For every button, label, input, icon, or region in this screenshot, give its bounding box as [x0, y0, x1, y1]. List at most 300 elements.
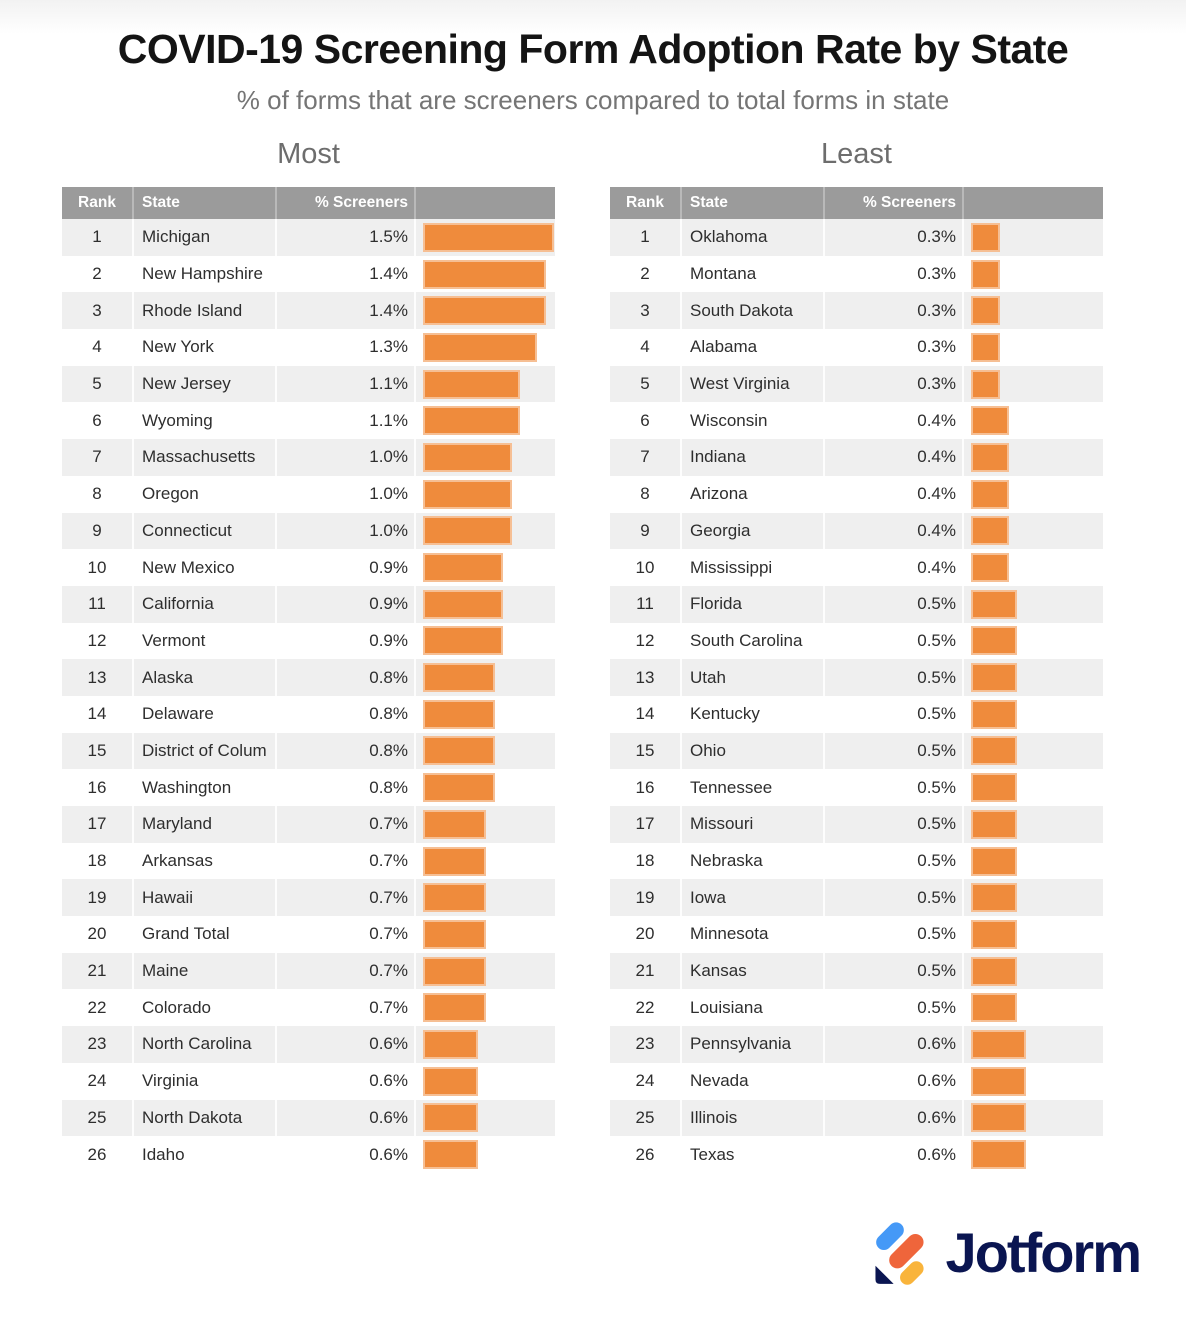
rank-value: 11 — [636, 594, 654, 614]
percent-bar — [423, 626, 503, 655]
percent-bar — [423, 443, 512, 472]
percent-value: 0.5% — [823, 843, 962, 880]
rank-value: 10 — [87, 557, 107, 577]
page-subtitle: % of forms that are screeners compared to total forms in state — [236, 85, 950, 115]
rank-value: 18 — [635, 851, 655, 871]
state-name: Washington — [132, 769, 275, 806]
percent-bar — [423, 957, 486, 986]
percent-value: 0.9% — [275, 549, 414, 586]
percent-bar — [423, 480, 512, 509]
percent-value: 0.5% — [823, 696, 962, 733]
state-name: Alaska — [132, 659, 275, 696]
percent-value: 0.3% — [823, 256, 962, 293]
state-name: Vermont — [132, 623, 275, 660]
percent-value: 1.1% — [275, 402, 414, 439]
table-row — [62, 916, 555, 953]
percent-value: 0.5% — [823, 586, 962, 623]
rank-value: 4 — [640, 337, 650, 357]
percent-bar — [971, 957, 1017, 986]
percent-bar — [971, 443, 1009, 472]
table-row — [62, 989, 555, 1026]
bar-cell — [962, 916, 1103, 953]
percent-bar — [423, 553, 503, 582]
percent-value: 0.7% — [275, 916, 414, 953]
state-name: Rhode Island — [132, 292, 275, 329]
bar-cell — [962, 219, 1103, 256]
table-row — [610, 292, 1103, 329]
column-header-rank: Rank — [626, 194, 664, 211]
bar-cell — [414, 476, 555, 513]
percent-value: 0.5% — [823, 989, 962, 1026]
percent-bar — [971, 516, 1009, 545]
rank-value: 18 — [87, 851, 107, 871]
bar-cell — [414, 879, 555, 916]
rank-value: 1 — [640, 227, 650, 247]
bar-cell — [414, 256, 555, 293]
column-header-bar — [962, 187, 1103, 219]
percent-value: 0.3% — [823, 329, 962, 366]
bar-cell — [962, 513, 1103, 550]
percent-bar — [971, 700, 1017, 729]
rank-value: 6 — [640, 410, 650, 430]
bar-cell — [962, 1063, 1103, 1100]
bar-cell — [414, 366, 555, 403]
table-row — [62, 806, 555, 843]
percent-value: 0.5% — [823, 623, 962, 660]
table-row — [62, 769, 555, 806]
rank-value: 25 — [635, 1107, 655, 1127]
table-row — [610, 549, 1103, 586]
table-row — [610, 879, 1103, 916]
percent-value: 0.4% — [823, 402, 962, 439]
table-row — [62, 953, 555, 990]
percent-bar — [971, 736, 1017, 765]
percent-value: 0.6% — [275, 1100, 414, 1137]
table-row — [610, 806, 1103, 843]
table-row — [62, 1136, 555, 1173]
rank-value: 14 — [87, 704, 107, 724]
column-header-state: State — [680, 187, 823, 219]
state-name: Michigan — [132, 219, 275, 256]
bar-cell — [414, 769, 555, 806]
bar-cell — [962, 696, 1103, 733]
percent-bar — [423, 1030, 478, 1059]
bar-cell — [962, 843, 1103, 880]
table-row — [610, 1136, 1103, 1173]
percent-value: 1.3% — [275, 329, 414, 366]
bar-cell — [962, 659, 1103, 696]
table-row — [610, 439, 1103, 476]
state-name: Oregon — [132, 476, 275, 513]
state-name: Idaho — [132, 1136, 275, 1173]
table-row — [62, 659, 555, 696]
percent-bar — [971, 480, 1009, 509]
table-row — [62, 329, 555, 366]
ranking-table-most — [62, 187, 555, 1173]
table-body — [62, 219, 555, 1173]
column-header-state: State — [132, 187, 275, 219]
table-row — [610, 916, 1103, 953]
rank-value: 22 — [635, 997, 655, 1017]
bar-cell — [962, 439, 1103, 476]
table-row — [62, 1026, 555, 1063]
table-row — [62, 1100, 555, 1137]
percent-value: 0.6% — [275, 1026, 414, 1063]
rank-value: 20 — [87, 924, 107, 944]
state-name: Tennessee — [680, 769, 823, 806]
percent-value: 0.9% — [275, 586, 414, 623]
bar-cell — [414, 989, 555, 1026]
rank-value: 3 — [640, 300, 650, 320]
percent-value: 0.7% — [275, 879, 414, 916]
table-row — [610, 476, 1103, 513]
table-row — [62, 623, 555, 660]
percent-bar — [971, 333, 1000, 362]
table-row — [610, 1100, 1103, 1137]
bar-cell — [962, 1100, 1103, 1137]
bar-cell — [962, 549, 1103, 586]
percent-value: 0.3% — [823, 366, 962, 403]
state-name: Texas — [680, 1136, 823, 1173]
percent-bar — [423, 847, 486, 876]
percent-value: 1.4% — [275, 256, 414, 293]
state-name: Arizona — [680, 476, 823, 513]
table-row — [62, 402, 555, 439]
table-row — [62, 219, 555, 256]
rank-value: 24 — [87, 1071, 107, 1091]
state-name: Virginia — [132, 1063, 275, 1100]
rank-value: 12 — [635, 630, 655, 650]
state-name: Arkansas — [132, 843, 275, 880]
rank-value: 21 — [87, 961, 107, 981]
state-name: Kentucky — [680, 696, 823, 733]
table-row — [610, 366, 1103, 403]
table-row — [62, 513, 555, 550]
percent-value: 1.1% — [275, 366, 414, 403]
state-name: Nevada — [680, 1063, 823, 1100]
bar-cell — [414, 513, 555, 550]
bar-cell — [962, 989, 1103, 1026]
state-name: Iowa — [680, 879, 823, 916]
rank-value: 5 — [92, 374, 102, 394]
percent-bar — [971, 847, 1017, 876]
rank-value: 19 — [87, 887, 107, 907]
percent-bar — [423, 883, 486, 912]
state-name: New Jersey — [132, 366, 275, 403]
rank-value: 23 — [635, 1034, 655, 1054]
table-row — [610, 623, 1103, 660]
table-row — [610, 256, 1103, 293]
rank-value: 17 — [635, 814, 655, 834]
state-name: Louisiana — [680, 989, 823, 1026]
bar-cell — [414, 402, 555, 439]
state-name: Kansas — [680, 953, 823, 990]
bar-cell — [414, 623, 555, 660]
state-name: Utah — [680, 659, 823, 696]
state-name: District of Colum — [132, 733, 275, 770]
state-name: Hawaii — [132, 879, 275, 916]
percent-value: 0.5% — [823, 806, 962, 843]
state-name: Pennsylvania — [680, 1026, 823, 1063]
percent-bar — [971, 810, 1017, 839]
percent-bar — [423, 223, 554, 252]
percent-bar — [423, 1103, 478, 1132]
table-row — [62, 549, 555, 586]
brand-footer — [0, 1213, 1186, 1293]
table-row — [610, 586, 1103, 623]
percent-bar — [971, 223, 1000, 252]
state-name: Grand Total — [132, 916, 275, 953]
percent-bar — [971, 1140, 1026, 1169]
bar-cell — [414, 292, 555, 329]
rank-value: 3 — [92, 300, 102, 320]
column-header-rank: Rank — [78, 194, 116, 211]
percent-bar — [423, 516, 512, 545]
bar-cell — [962, 329, 1103, 366]
percent-value: 0.5% — [823, 916, 962, 953]
page-title: COVID-19 Screening Form Adoption Rate by State — [117, 26, 1069, 72]
table-row — [610, 989, 1103, 1026]
percent-bar — [423, 260, 546, 289]
bar-cell — [962, 402, 1103, 439]
percent-value: 1.4% — [275, 292, 414, 329]
rank-value: 16 — [87, 777, 107, 797]
bar-cell — [414, 953, 555, 990]
percent-bar — [423, 773, 495, 802]
percent-bar — [423, 993, 486, 1022]
percent-bar — [971, 1030, 1026, 1059]
state-name: Massachusetts — [132, 439, 275, 476]
percent-bar — [423, 406, 520, 435]
percent-bar — [971, 663, 1017, 692]
percent-value: 0.5% — [823, 733, 962, 770]
jotform-logo-icon — [870, 1220, 930, 1286]
table-body — [610, 219, 1103, 1173]
table-row — [62, 256, 555, 293]
state-name: Illinois — [680, 1100, 823, 1137]
state-name: North Carolina — [132, 1026, 275, 1063]
table-row — [62, 696, 555, 733]
rank-value: 2 — [92, 264, 102, 284]
table-row — [62, 366, 555, 403]
percent-bar — [423, 663, 495, 692]
percent-value: 0.8% — [275, 769, 414, 806]
percent-value: 0.6% — [823, 1026, 962, 1063]
table-row — [62, 586, 555, 623]
bar-cell — [962, 806, 1103, 843]
rank-value: 15 — [635, 740, 655, 760]
least-heading: Least — [821, 138, 892, 170]
column-header-bar — [414, 187, 555, 219]
percent-value: 0.5% — [823, 769, 962, 806]
state-name: Alabama — [680, 329, 823, 366]
bar-cell — [414, 696, 555, 733]
rank-value: 26 — [87, 1144, 107, 1164]
table-row — [62, 879, 555, 916]
state-name: Oklahoma — [680, 219, 823, 256]
percent-value: 0.9% — [275, 623, 414, 660]
state-name: South Carolina — [680, 623, 823, 660]
percent-bar — [971, 553, 1009, 582]
percent-bar — [423, 590, 503, 619]
percent-bar — [971, 260, 1000, 289]
percent-value: 0.3% — [823, 292, 962, 329]
percent-bar — [423, 333, 537, 362]
bar-cell — [962, 366, 1103, 403]
rank-value: 11 — [88, 594, 106, 614]
state-name: West Virginia — [680, 366, 823, 403]
percent-bar — [971, 993, 1017, 1022]
table-row — [610, 696, 1103, 733]
percent-value: 0.5% — [823, 879, 962, 916]
rank-value: 4 — [92, 337, 102, 357]
least-panel — [610, 138, 1103, 1173]
rank-value: 23 — [87, 1034, 107, 1054]
table-row — [610, 1063, 1103, 1100]
percent-value: 0.4% — [823, 513, 962, 550]
percent-value: 0.7% — [275, 843, 414, 880]
bar-cell — [414, 659, 555, 696]
table-row — [610, 1026, 1103, 1063]
state-name: Florida — [680, 586, 823, 623]
jotform-logo-text: Jotform — [945, 1221, 1140, 1285]
rank-value: 7 — [92, 447, 102, 467]
table-row — [62, 439, 555, 476]
bar-cell — [414, 1063, 555, 1100]
percent-value: 0.6% — [275, 1136, 414, 1173]
percent-value: 0.8% — [275, 696, 414, 733]
percent-value: 0.3% — [823, 219, 962, 256]
rank-value: 15 — [87, 740, 107, 760]
bar-cell — [414, 1136, 555, 1173]
bar-cell — [962, 769, 1103, 806]
table-row — [62, 733, 555, 770]
state-name: Ohio — [680, 733, 823, 770]
ranking-table-least — [610, 187, 1103, 1173]
state-name: Missouri — [680, 806, 823, 843]
percent-value: 0.7% — [275, 989, 414, 1026]
bar-cell — [414, 1026, 555, 1063]
state-name: California — [132, 586, 275, 623]
percent-value: 0.8% — [275, 659, 414, 696]
rank-value: 2 — [640, 264, 650, 284]
rank-value: 24 — [635, 1071, 655, 1091]
rank-value: 26 — [635, 1144, 655, 1164]
percent-value: 0.4% — [823, 439, 962, 476]
table-row — [610, 733, 1103, 770]
rank-value: 9 — [640, 520, 650, 540]
state-name: New York — [132, 329, 275, 366]
table-row — [610, 513, 1103, 550]
rank-value: 21 — [635, 961, 655, 981]
state-name: Minnesota — [680, 916, 823, 953]
bar-cell — [962, 256, 1103, 293]
percent-value: 1.0% — [275, 439, 414, 476]
bar-cell — [962, 733, 1103, 770]
rank-value: 10 — [635, 557, 655, 577]
rank-value: 6 — [92, 410, 102, 430]
percent-value: 0.6% — [275, 1063, 414, 1100]
table-row — [62, 843, 555, 880]
percent-bar — [971, 406, 1009, 435]
percent-value: 1.5% — [275, 219, 414, 256]
percent-bar — [423, 1140, 478, 1169]
percent-bar — [971, 1103, 1026, 1132]
rank-value: 7 — [640, 447, 650, 467]
column-header-pct: % Screeners — [823, 187, 962, 219]
percent-bar — [971, 370, 1000, 399]
state-name: Maine — [132, 953, 275, 990]
state-name: North Dakota — [132, 1100, 275, 1137]
bar-cell — [962, 953, 1103, 990]
state-name: New Mexico — [132, 549, 275, 586]
table-row — [610, 843, 1103, 880]
percent-bar — [971, 1067, 1026, 1096]
percent-value: 0.6% — [823, 1100, 962, 1137]
rank-value: 25 — [87, 1107, 107, 1127]
rank-value: 14 — [635, 704, 655, 724]
rank-value: 13 — [635, 667, 655, 687]
rank-value: 13 — [87, 667, 107, 687]
tables-container — [0, 138, 1186, 1173]
table-row — [62, 1063, 555, 1100]
rank-value: 9 — [92, 520, 102, 540]
percent-bar — [971, 296, 1000, 325]
bar-cell — [962, 292, 1103, 329]
bar-cell — [414, 329, 555, 366]
rank-value: 1 — [92, 227, 102, 247]
state-name: Georgia — [680, 513, 823, 550]
percent-bar — [423, 810, 486, 839]
state-name: Mississippi — [680, 549, 823, 586]
table-row — [62, 476, 555, 513]
table-row — [610, 219, 1103, 256]
percent-value: 0.7% — [275, 806, 414, 843]
table-header-row — [62, 187, 555, 219]
state-name: Colorado — [132, 989, 275, 1026]
state-name: Wyoming — [132, 402, 275, 439]
percent-bar — [423, 736, 495, 765]
bar-cell — [414, 439, 555, 476]
bar-cell — [962, 623, 1103, 660]
bar-cell — [962, 1026, 1103, 1063]
bar-cell — [962, 1136, 1103, 1173]
bar-cell — [414, 843, 555, 880]
percent-value: 0.4% — [823, 476, 962, 513]
percent-bar — [971, 773, 1017, 802]
percent-bar — [971, 626, 1017, 655]
rank-value: 8 — [92, 484, 102, 504]
rank-value: 5 — [640, 374, 650, 394]
state-name: Nebraska — [680, 843, 823, 880]
bar-cell — [414, 219, 555, 256]
rank-value: 22 — [87, 997, 107, 1017]
rank-value: 16 — [635, 777, 655, 797]
percent-bar — [423, 700, 495, 729]
table-row — [610, 769, 1103, 806]
bar-cell — [962, 879, 1103, 916]
state-name: Wisconsin — [680, 402, 823, 439]
percent-value: 0.5% — [823, 659, 962, 696]
bar-cell — [414, 733, 555, 770]
rank-value: 20 — [635, 924, 655, 944]
most-panel — [62, 138, 555, 1173]
state-name: New Hampshire — [132, 256, 275, 293]
percent-bar — [971, 590, 1017, 619]
percent-bar — [423, 1067, 478, 1096]
bar-cell — [414, 806, 555, 843]
percent-bar — [971, 883, 1017, 912]
